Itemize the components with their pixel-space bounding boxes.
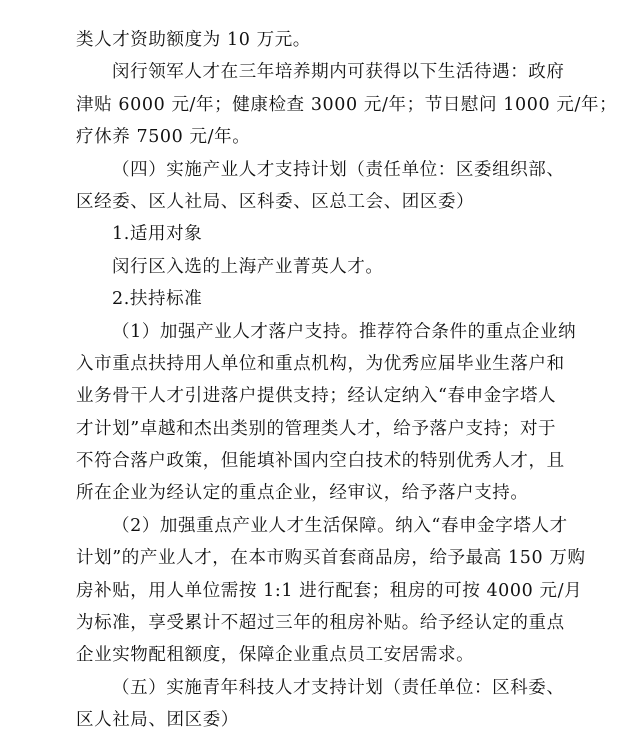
section-heading-4: （四）实施产业人才支持计划（责任单位：区委组织部、 — [112, 159, 565, 180]
section-heading-5-cont: 区人社局、团区委） — [76, 710, 239, 731]
document-body — [76, 24, 618, 737]
subheading-applicable-targets: 1.适用对象 — [112, 224, 203, 245]
text-line-10: （1）加强产业人才落户支持。推荐符合条件的重点企业纳 — [112, 321, 577, 342]
text-line-15: 所在企业为经认定的重点企业，经审议，给予落户支持。 — [76, 483, 529, 504]
subheading-support-standards: 2.扶持标准 — [112, 289, 203, 310]
text-line-3: 津贴 6000 元/年；健康检查 3000 元/年；节日慰问 1000 元/年； — [76, 94, 618, 115]
text-line-2: 闵行领军人才在三年培养期内可获得以下生活待遇：政府 — [112, 62, 565, 83]
section-heading-4-cont: 区经委、区人社局、区科委、区总工会、团区委） — [76, 191, 475, 212]
text-line-18: 房补贴，用人单位需按 1:1 进行配套；租房的可按 4000 元/月 — [76, 580, 583, 601]
text-line-20: 企业实物配租额度，保障企业重点员工安居需求。 — [76, 645, 475, 666]
text-line-19: 为标准，享受累计不超过三年的租房补贴。给予经认定的重点 — [76, 613, 565, 634]
text-line-14: 不符合落户政策，但能填补国内空白技术的特别优秀人才，且 — [76, 451, 565, 472]
section-heading-5: （五）实施青年科技人才支持计划（责任单位：区科委、 — [112, 677, 565, 698]
text-line-12: 业务骨干人才引进落户提供支持；经认定纳入“春申金字塔人 — [76, 386, 557, 407]
text-line-17: 计划”的产业人才，在本市购买首套商品房，给予最高 150 万购 — [76, 548, 586, 569]
text-line-16: （2）加强重点产业人才生活保障。纳入“春申金字塔人才 — [112, 515, 568, 536]
text-line-4: 疗休养 7500 元/年。 — [76, 127, 251, 148]
text-line-13: 才计划”卓越和杰出类别的管理类人才，给予落户支持；对于 — [76, 418, 557, 439]
text-line-8: 闵行区入选的上海产业菁英人才。 — [112, 256, 384, 277]
text-line-11: 入市重点扶持用人单位和重点机构，为优秀应届毕业生落户和 — [76, 353, 565, 374]
text-line-1: 类人才资助额度为 10 万元。 — [76, 30, 311, 50]
